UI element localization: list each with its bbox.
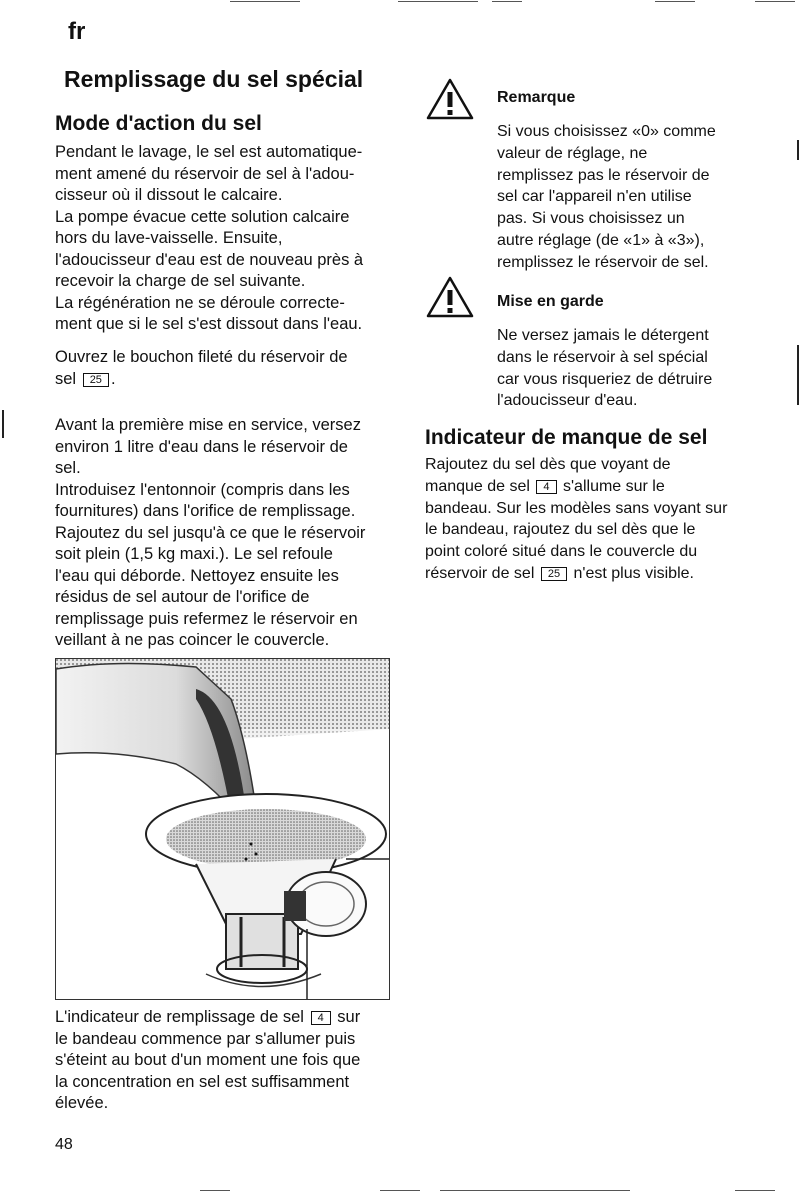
paragraph-salt-indicator xyxy=(425,454,790,585)
ref-badge-4: 4 xyxy=(311,1011,331,1025)
funnel-pour-drawing xyxy=(56,659,389,999)
scan-line xyxy=(735,1190,775,1191)
page-number: 48 xyxy=(55,1136,73,1153)
scan-line xyxy=(655,1,695,2)
note-title-mise-en-garde: Mise en garde xyxy=(497,293,604,310)
indicator-text-c: n'est plus visible. xyxy=(573,564,694,582)
scan-line xyxy=(492,1,522,2)
ref-badge-4: 4 xyxy=(536,480,556,494)
scan-line xyxy=(200,1190,230,1191)
warning-icon xyxy=(425,77,475,121)
scan-line xyxy=(755,1,795,2)
scan-margin-bar xyxy=(797,345,799,405)
note-title-remarque: Remarque xyxy=(497,89,576,106)
warning-icon xyxy=(425,275,475,319)
note-text-remarque: Si vous choisissez «0» comme valeur de réglage, ne remplissez pas le réservoir de sel car l'appareil n'en utilise pas. Si vous choisissez un autre réglage (de «1» à «3»), remplissez le réservoir de sel. xyxy=(497,123,716,271)
paragraph-salt-action: Pendant le lavage, le sel est automatique- ment amené du réservoir de sel à l'adou- cisseur où il dissout le calcaire. La pompe évacue cette solution calcaire hors du lave-vaisselle. Ensuite, l'adoucisseur d'eau est de nouveau près à recevoir la charge de sel suivante. La régénération ne se déroule correcte- ment que si le sel s'est dissout dans l'eau. xyxy=(55,143,364,333)
open-cap-text: Ouvrez le bouchon fileté du réservoir de sel xyxy=(55,348,348,388)
open-cap-end: . xyxy=(110,369,116,388)
scan-line xyxy=(380,1190,420,1191)
ref-badge-25: 25 xyxy=(83,373,109,387)
ref-badge-25: 25 xyxy=(541,567,567,581)
indicator-text-a: Rajoutez du sel dès que voyant de manque de sel xyxy=(425,456,671,495)
scan-line xyxy=(440,1190,630,1191)
paragraph-caption xyxy=(55,1007,400,1115)
illustration-salt-funnel xyxy=(55,658,390,1000)
caption-text-a: L'indicateur de remplissage de sel xyxy=(55,1008,304,1026)
indicator-text-b: s'allume sur le bandeau. Sur les modèles sans voyant sur le bandeau, rajoutez du sel dès que le point coloré situé dans le couvercle du réservoir de sel xyxy=(425,477,728,582)
scan-margin-bar xyxy=(2,410,4,438)
subtitle-salt-action: Mode d'action du sel xyxy=(55,112,262,135)
paragraph-open-cap xyxy=(55,347,395,390)
language-label: fr xyxy=(68,18,86,45)
note-text-mise-en-garde: Ne versez jamais le détergent dans le réservoir à sel spécial car vous risqueriez de détruire l'adoucisseur d'eau. xyxy=(497,327,713,410)
subtitle-salt-indicator: Indicateur de manque de sel xyxy=(425,426,708,449)
caption-text-b: sur le bandeau commence par s'allumer puis s'éteint au bout d'un moment une fois que la concentration en sel est suffisamment élevée. xyxy=(55,1008,361,1112)
paragraph-fill-instructions: Avant la première mise en service, versez environ 1 litre d'eau dans le réservoir de sel. Introduisez l'entonnoir (compris dans les fournitures) dans l'orifice de remplissage. Rajoutez du sel jusqu'à ce que le réservoir soit plein (1,5 kg maxi.). Le sel refoule l'eau qui déborde. Nettoyez ensuite les résidus de sel autour de l'orifice de remplissage puis refermez le réservoir en veillant à ne pas coincer le couvercle. xyxy=(55,416,366,649)
scan-line xyxy=(230,1,300,2)
scan-margin-bar xyxy=(797,140,799,160)
scan-line xyxy=(398,1,478,2)
section-title: Remplissage du sel spécial xyxy=(64,66,364,92)
